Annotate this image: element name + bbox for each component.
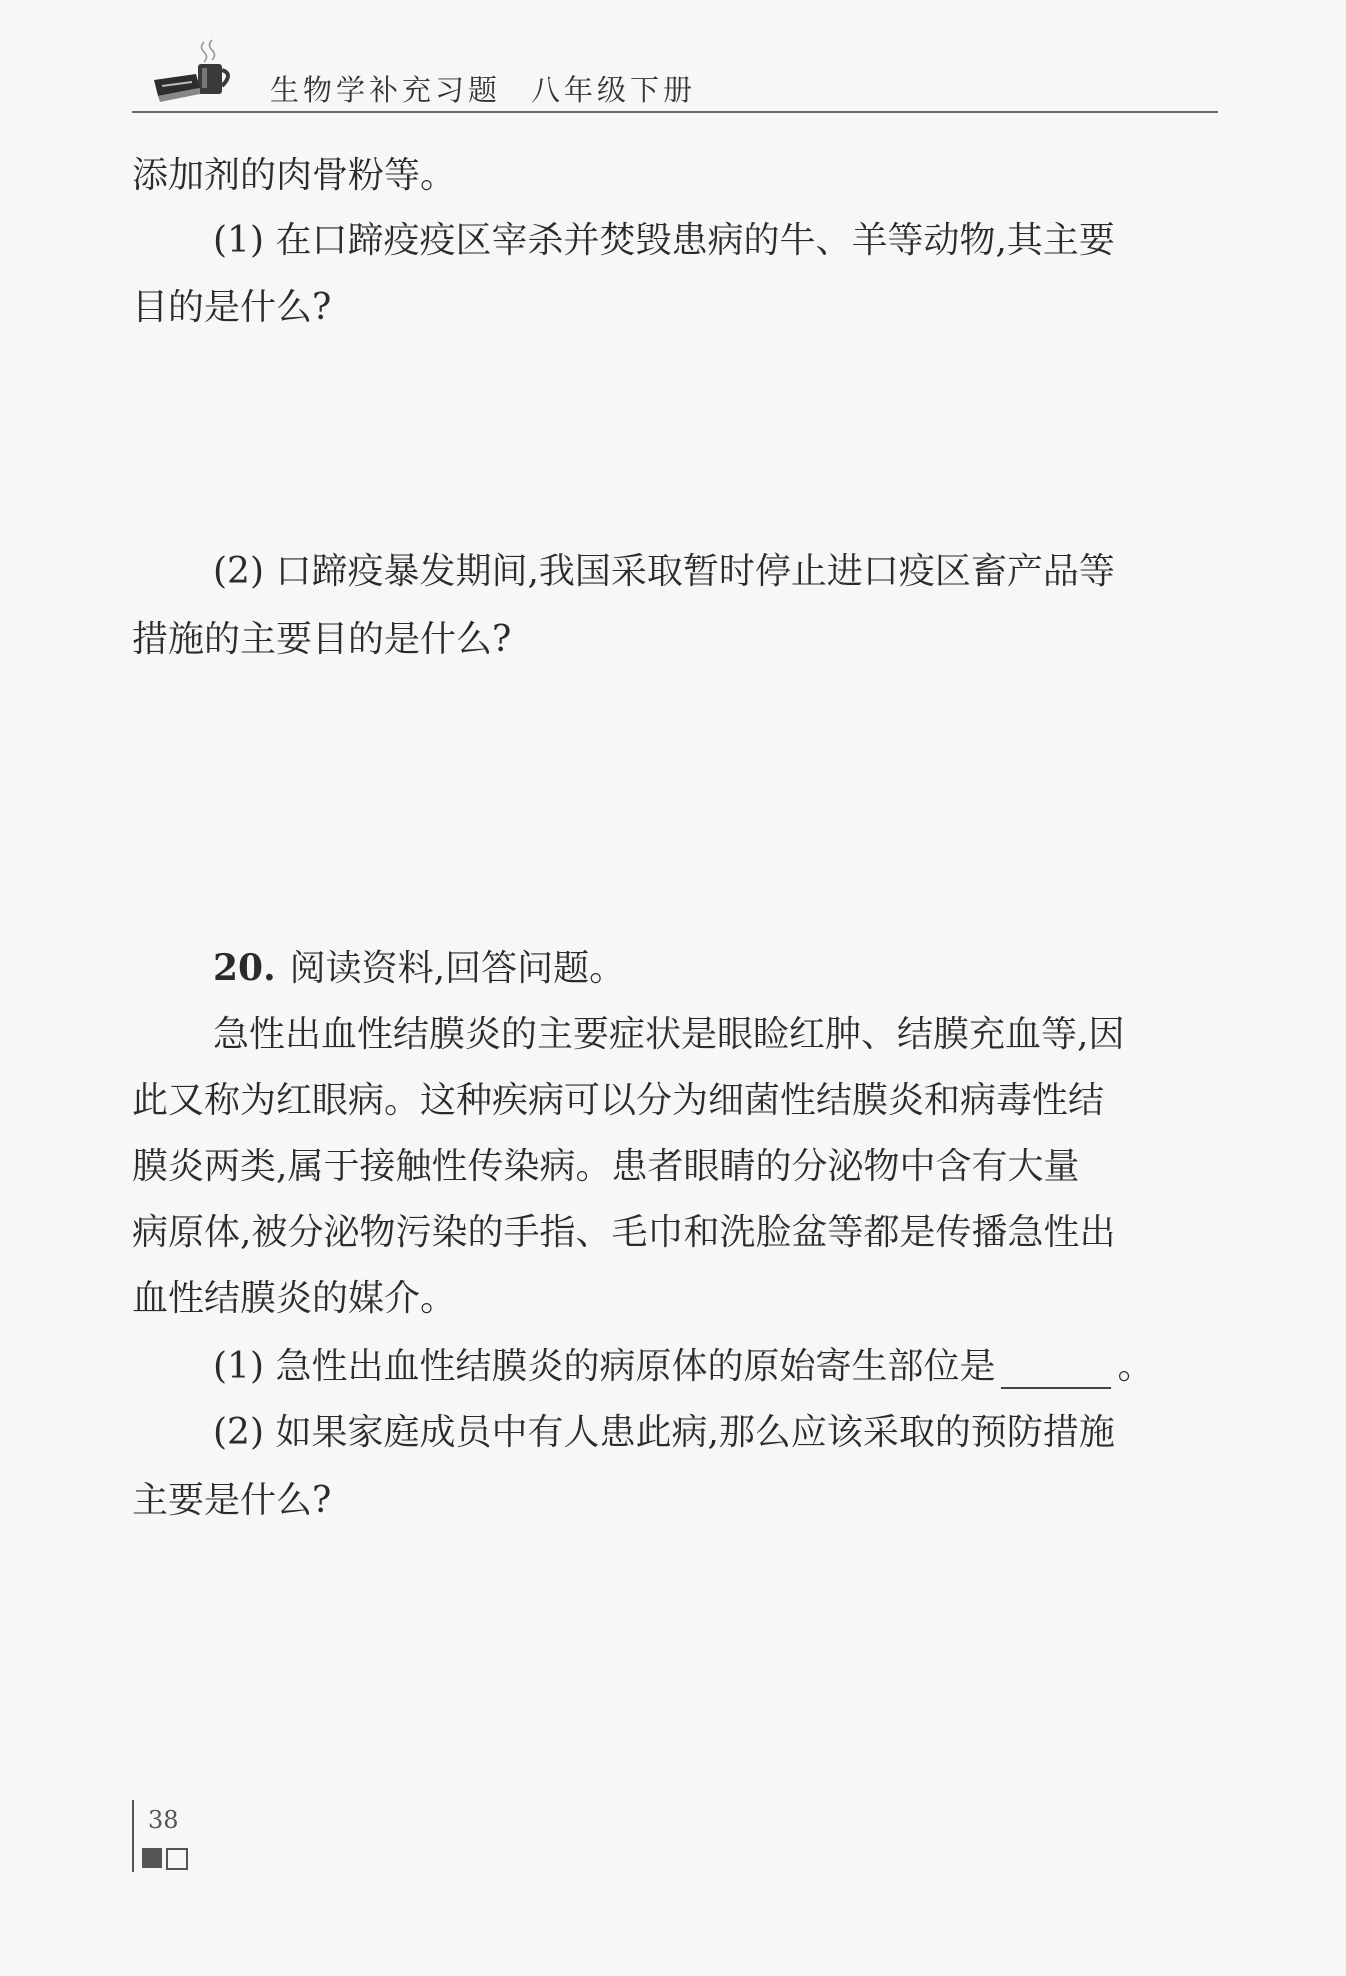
q19-part2-line2: 措施的主要目的是什么?: [132, 619, 512, 660]
q20-part1-end: 。: [1117, 1346, 1154, 1387]
empty-square-icon: [166, 1848, 188, 1870]
q19-part1-line1: (1) 在口蹄疫疫区宰杀并焚毁患病的牛、羊等动物,其主要: [213, 220, 1115, 261]
answer-blank[interactable]: [1001, 1353, 1111, 1389]
filled-square-icon: [142, 1848, 162, 1868]
grade-label: 八年级下册: [531, 73, 697, 107]
q19-part1-line2: 目的是什么?: [132, 287, 332, 328]
header-divider: [132, 111, 1218, 113]
q20-para-line2: 此又称为红眼病。这种疾病可以分为细菌性结膜炎和病毒性结: [132, 1080, 1105, 1121]
book-title: 生物学补充习题: [270, 73, 502, 107]
running-header: [270, 68, 696, 109]
q20-part1-text: (1) 急性出血性结膜炎的病原体的原始寄生部位是: [213, 1346, 996, 1387]
q20-prompt: 阅读资料,回答问题。: [289, 948, 626, 989]
books-and-cup-icon: [152, 38, 242, 108]
q20-heading: [213, 946, 625, 991]
page-number: 38: [148, 1806, 179, 1834]
material-continuation: 添加剂的肉骨粉等。: [132, 155, 457, 196]
q20-para-line1: 急性出血性结膜炎的主要症状是眼睑红肿、结膜充血等,因: [213, 1014, 1125, 1055]
q20-part1: [213, 1345, 1153, 1389]
q20-para-line3: 膜炎两类,属于接触性传染病。患者眼睛的分泌物中含有大量: [132, 1146, 1080, 1187]
q20-part2-line1: (2) 如果家庭成员中有人患此病,那么应该采取的预防措施: [213, 1412, 1115, 1453]
q20-number: 20.: [213, 947, 276, 989]
q20-para-line5: 血性结膜炎的媒介。: [132, 1278, 457, 1319]
q20-para-line4: 病原体,被分泌物污染的手指、毛巾和洗脸盆等都是传播急性出: [132, 1212, 1116, 1253]
q20-part2-line2: 主要是什么?: [132, 1480, 332, 1521]
footer-divider: [132, 1800, 134, 1872]
q19-part2-line1: (2) 口蹄疫暴发期间,我国采取暂时停止进口疫区畜产品等: [213, 551, 1115, 592]
